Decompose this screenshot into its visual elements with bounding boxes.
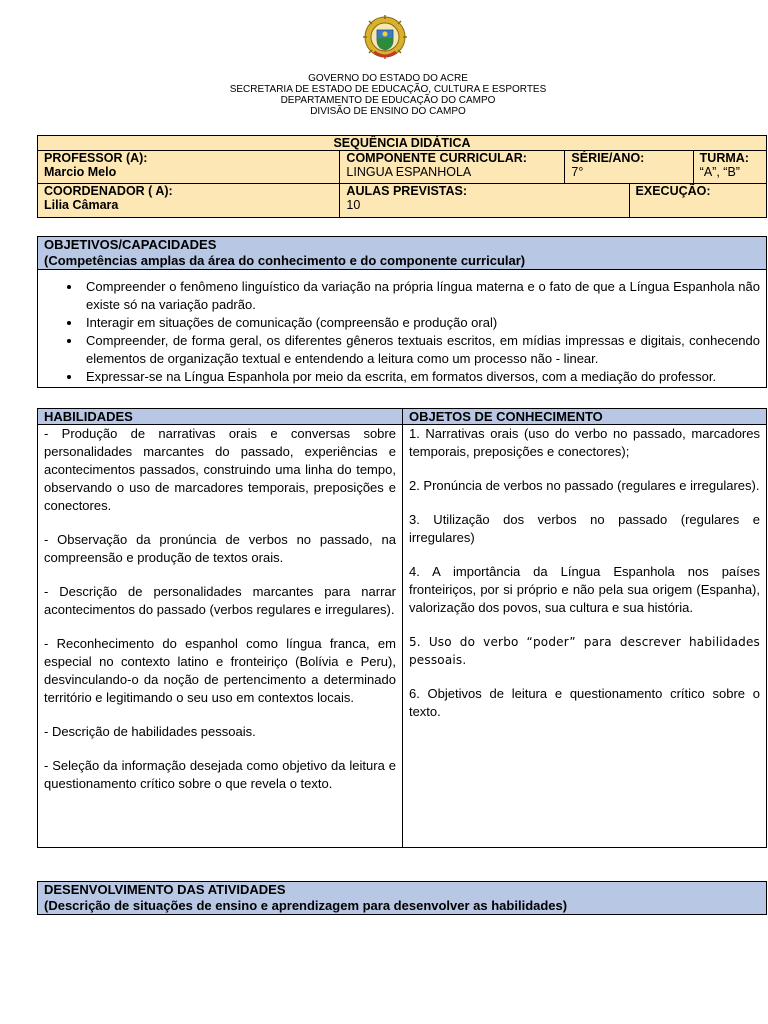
- header-line-department: DEPARTAMENTO DE EDUCAÇÃO DO CAMPO: [280, 95, 496, 106]
- componente-cell: [340, 151, 565, 184]
- header-line-division: DIVISÃO DE ENSINO DO CAMPO: [310, 106, 466, 117]
- habilidade-item: - Seleção da informação desejada como objetivo da leitura e questionamento crítico sobre o que revela o texto.: [44, 758, 396, 791]
- habilidade-item: - Reconhecimento do espanhol como língua franca, em especial no contexto latino e fronteiriço (Bolívia e Peru), desvinculando-o da noção de pertencimento a determinado território e legitimando o seu uso em contextos locais.: [44, 636, 396, 705]
- professor-label: PROFESSOR (A):: [44, 151, 148, 165]
- objetivos-title: OBJETIVOS/CAPACIDADES: [44, 237, 217, 252]
- habilidade-item: - Produção de narrativas orais e conversas sobre personalidades marcantes do passado, experiências e acontecimentos passados, construindo uma linha do tempo, observando o uso de marcadores temporais, preposições e conectores.: [44, 426, 396, 513]
- sequencia-title: SEQUÊNCIA DIDÁTICA: [38, 136, 767, 151]
- serie-label: SÉRIE/ANO:: [571, 151, 645, 165]
- objetivo-item: • Compreender o fenômeno linguístico da variação na própria língua materna e o fato de que a Língua Espanhola não existe só na variação padrão.: [82, 278, 760, 314]
- professor-value: Marcio Melo: [44, 165, 117, 179]
- header-line-secretariat: SECRETARIA DE ESTADO DE EDUCAÇÃO, CULTURA E ESPORTES: [229, 84, 547, 95]
- objetivos-subtitle: (Competências amplas da área do conhecimento e do componente curricular): [44, 253, 526, 268]
- componente-value: LINGUA ESPANHOLA: [346, 165, 472, 179]
- coordenador-cell: [38, 184, 340, 218]
- objeto-item: 3. Utilização dos verbos no passado (regulares e irregulares): [408, 512, 760, 545]
- desenvolvimento-header: [38, 882, 767, 915]
- desenvolvimento-subtitle: (Descrição de situações de ensino e aprendizagem para desenvolver as habilidades): [44, 898, 568, 913]
- habilidade-item: - Observação da pronúncia de verbos no passado, na compreensão e produção de textos orais.: [44, 532, 396, 565]
- aulas-value: 10: [346, 198, 361, 212]
- objetivos-header: [38, 237, 767, 270]
- state-coat-of-arms-icon: [362, 14, 408, 62]
- habilidades-header: HABILIDADES: [38, 409, 403, 425]
- objetos-header: OBJETOS DE CONHECIMENTO: [402, 409, 766, 425]
- desenvolvimento-title: DESENVOLVIMENTO DAS ATIVIDADES: [44, 882, 286, 897]
- execucao-label: EXECUÇÃO:: [635, 184, 711, 198]
- aulas-label: AULAS PREVISTAS:: [346, 184, 468, 198]
- objetivo-item: • Interagir em situações de comunicação (compreensão e produção oral): [82, 314, 760, 332]
- execucao-cell: [629, 184, 766, 218]
- objetivos-table: [37, 236, 767, 388]
- objetivo-item: • Compreender, de forma geral, os diferentes gêneros textuais escritos, em mídias impressas e digitais, conhecendo elementos de organização textual e entendendo a leitura como um processo não - linear.: [82, 332, 760, 368]
- habilidade-item: - Descrição de personalidades marcantes para narrar acontecimentos do passado (verbos regulares e irregulares).: [44, 584, 396, 617]
- turma-value: “A”, “B”: [699, 165, 740, 179]
- professor-cell: [38, 151, 340, 184]
- habilidades-column: [38, 425, 403, 848]
- objetivos-body: [38, 270, 767, 388]
- objetos-column: [402, 425, 766, 848]
- government-header: [0, 73, 768, 117]
- turma-cell: [693, 151, 766, 184]
- objeto-item: 4. A importância da Língua Espanhola nos países fronteiriços, por si próprio e não pela sua origem (Espanha), valorização dos povos, sua cultura e sua história.: [408, 564, 760, 615]
- coordenador-value: Lilia Câmara: [44, 198, 119, 212]
- turma-label: TURMA:: [699, 151, 749, 165]
- sequencia-didatica-table: [37, 135, 767, 218]
- header-line-state: GOVERNO DO ESTADO DO ACRE: [308, 73, 468, 84]
- coordenador-label: COORDENADOR ( A):: [44, 184, 173, 198]
- aulas-cell: [340, 184, 629, 218]
- objeto-item: 1. Narrativas orais (uso do verbo no passado, marcadores temporais, preposições e conectores);: [408, 426, 760, 459]
- objeto-item: 5. Uso do verbo “poder” para descrever habilidades pessoais.: [408, 635, 760, 667]
- habilidades-objetos-table: [37, 408, 767, 848]
- habilidade-item: - Descrição de habilidades pessoais.: [44, 724, 256, 739]
- objetivos-list: [44, 278, 760, 386]
- serie-cell: [565, 151, 693, 184]
- serie-value: 7°: [571, 165, 584, 179]
- objeto-item: 2. Pronúncia de verbos no passado (regulares e irregulares).: [408, 478, 760, 493]
- objeto-item: 6. Objetivos de leitura e questionamento crítico sobre o texto.: [408, 686, 760, 719]
- objetivo-item: • Expressar-se na Língua Espanhola por meio da escrita, em formatos diversos, com a mediação do professor.: [82, 368, 760, 386]
- componente-label: COMPONENTE CURRICULAR:: [346, 151, 527, 165]
- desenvolvimento-table: [37, 881, 767, 915]
